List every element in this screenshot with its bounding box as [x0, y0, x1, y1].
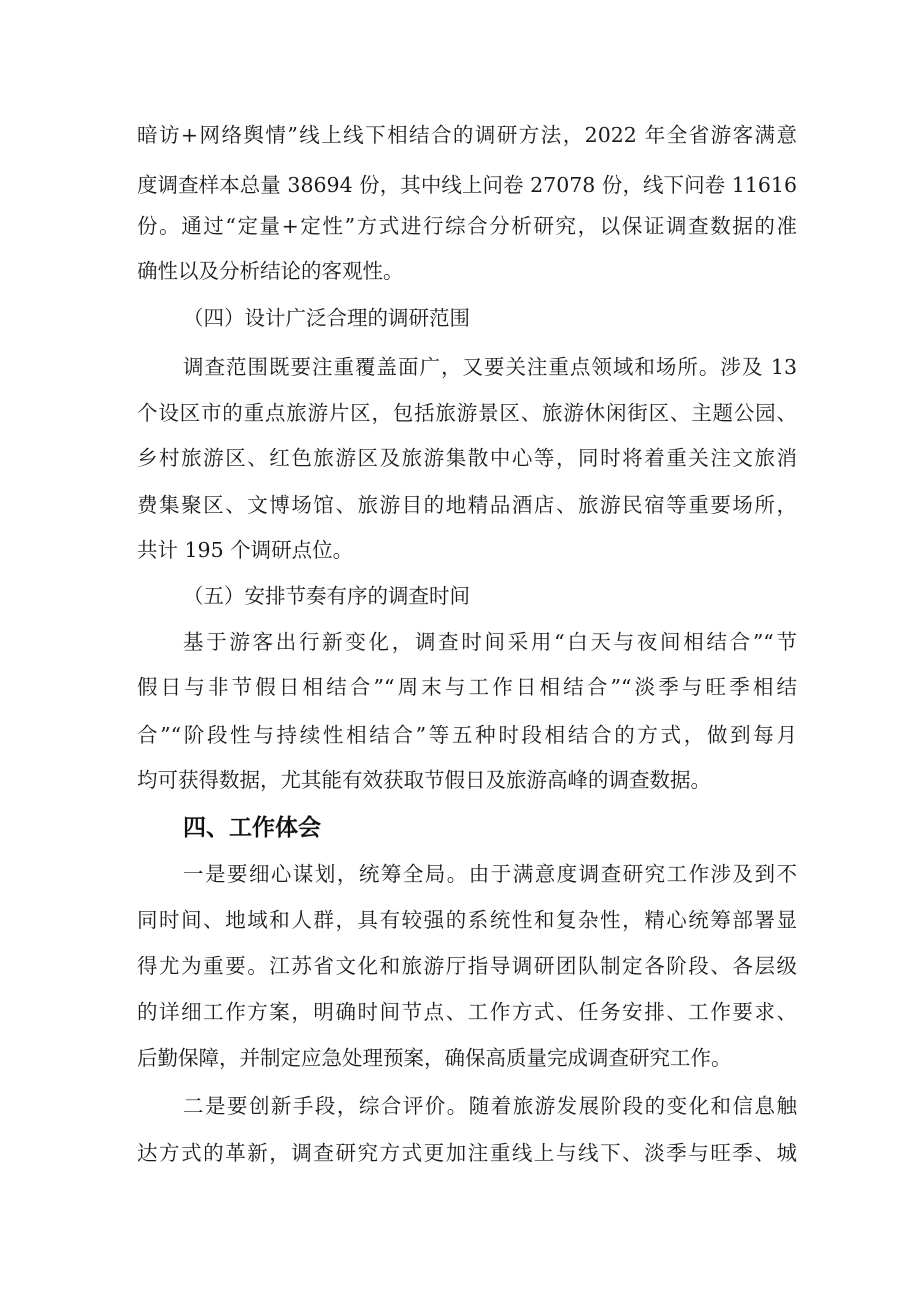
paragraph-line: 份。通过“定量+定性”方式进行综合分析研究，以保证调查数据的准 [137, 214, 797, 238]
subheading-scope: （四）设计广泛合理的调研范围 [183, 306, 470, 330]
paragraph-line: 调查范围既要注重覆盖面广，又要关注重点领域和场所。涉及 13 [183, 355, 797, 379]
paragraph-line: 假日与非节假日相结合”“周末与工作日相结合”“淡季与旺季相结 [137, 675, 797, 699]
paragraph-line: 的详细工作方案，明确时间节点、工作方式、任务安排、工作要求、 [137, 1000, 797, 1024]
paragraph-line: 确性以及分析结论的客观性。 [137, 259, 404, 283]
paragraph-line: 均可获得数据，尤其能有效获取节假日及旅游高峰的调查数据。 [137, 768, 711, 792]
subheading-schedule: （五）安排节奏有序的调查时间 [183, 584, 470, 608]
paragraph-line: 二是要创新手段，综合评价。随着旅游发展阶段的变化和信息触 [183, 1094, 797, 1118]
paragraph-line: 个设区市的重点旅游片区，包括旅游景区、旅游休闲街区、主题公园、 [137, 401, 797, 425]
paragraph-line: 一是要细心谋划，统筹全局。由于满意度调查研究工作涉及到不 [183, 862, 797, 886]
section-heading-work-experience: 四、工作体会 [183, 815, 321, 841]
paragraph-line: 乡村旅游区、红色旅游区及旅游集散中心等，同时将着重关注文旅消 [137, 446, 797, 470]
paragraph-line: 共计 195 个调研点位。 [137, 538, 354, 562]
paragraph-line: 得尤为重要。江苏省文化和旅游厅指导调研团队制定各阶段、各层级 [137, 954, 797, 978]
paragraph-line: 暗访+网络舆情”线上线下相结合的调研方法，2022 年全省游客满意 [137, 123, 797, 147]
paragraph-line: 费集聚区、文博场馆、旅游目的地精品酒店、旅游民宿等重要场所， [137, 493, 797, 517]
paragraph-line: 同时间、地域和人群，具有较强的系统性和复杂性，精心统筹部署显 [137, 908, 797, 932]
paragraph-line: 度调查样本总量 38694 份，其中线上问卷 27078 份，线下问卷 11616 [137, 173, 797, 197]
paragraph-line: 达方式的革新，调查研究方式更加注重线上与线下、淡季与旺季、城 [137, 1141, 797, 1165]
paragraph-line: 基于游客出行新变化，调查时间采用“白天与夜间相结合”“节 [183, 630, 797, 654]
paragraph-line: 合”“阶段性与持续性相结合”等五种时段相结合的方式，做到每月 [137, 723, 797, 747]
paragraph-line: 后勤保障，并制定应急处理预案，确保高质量完成调查研究工作。 [137, 1046, 732, 1070]
